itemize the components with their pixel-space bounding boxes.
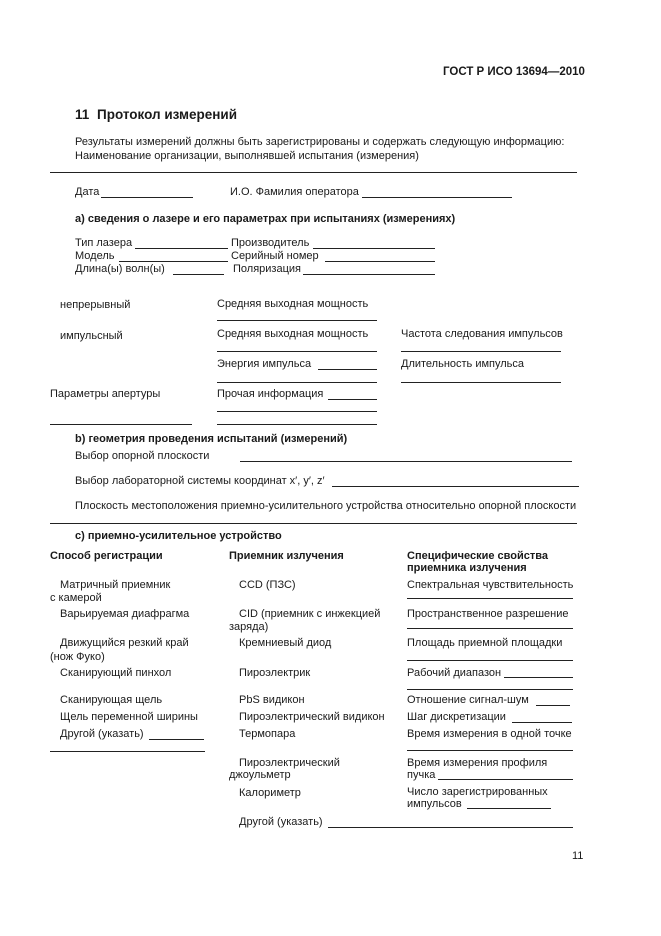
- avg-power-2-label: Средняя выходная мощность: [217, 328, 369, 340]
- serial-label: Серийный номер: [231, 250, 319, 262]
- detector-pyro-joule: Пироэлектрический: [239, 757, 340, 769]
- section-number: 11: [75, 107, 90, 122]
- prop-area: Площадь приемной площадки: [407, 637, 563, 649]
- method-pinhole: Сканирующий пинхол: [60, 667, 172, 679]
- prop-pulses-2: импульсов: [407, 798, 462, 810]
- polarization-line[interactable]: [303, 274, 435, 275]
- pulse-duration-line[interactable]: [401, 382, 561, 383]
- model-line[interactable]: [119, 261, 228, 262]
- method-knife-edge-2: (нож Фуко): [50, 651, 105, 663]
- ref-plane-line[interactable]: [240, 461, 572, 462]
- operator-label: И.О. Фамилия оператора: [230, 186, 359, 198]
- serial-line[interactable]: [325, 261, 435, 262]
- prop-snr-line[interactable]: [536, 705, 570, 706]
- rep-rate-label: Частота следования импульсов: [401, 328, 563, 340]
- detector-cid-2: заряда): [229, 621, 269, 633]
- pulse-energy-line-2[interactable]: [217, 382, 377, 383]
- prop-spatial: Пространственное разрешение: [407, 608, 569, 620]
- prop-measurement-time-line[interactable]: [407, 750, 573, 751]
- pulsed-label: импульсный: [60, 330, 123, 342]
- detector-other: Другой (указать): [239, 816, 323, 828]
- manufacturer-label: Производитель: [231, 237, 310, 249]
- prop-range: Рабочий диапазон: [407, 667, 502, 679]
- pulse-duration-label: Длительность импульса: [401, 358, 525, 370]
- method-other: Другой (указать): [60, 728, 144, 740]
- date-label: Дата: [75, 186, 100, 198]
- method-variable-slit: Щель переменной ширины: [60, 711, 198, 723]
- part-c-title: с) приемно-усилительное устройство: [75, 530, 282, 542]
- other-info-label: Прочая информация: [217, 388, 324, 400]
- prop-range-line-2[interactable]: [407, 689, 573, 690]
- method-knife-edge: Движущийся резкий край: [60, 637, 189, 649]
- detector-pyro-joule-2: джоульметр: [229, 769, 291, 781]
- col-method-header: Способ регистрации: [50, 550, 163, 562]
- pulse-energy-label: Энергия импульса: [217, 358, 312, 370]
- detector-pyro-vidicon: Пироэлектрический видикон: [239, 711, 385, 723]
- pulse-energy-line-1[interactable]: [318, 369, 377, 370]
- ref-plane-label: Выбор опорной плоскости: [75, 450, 210, 462]
- avg-power-1-label: Средняя выходная мощность: [217, 298, 369, 310]
- other-info-line-3[interactable]: [217, 424, 377, 425]
- intro-line-2: Наименование организации, выполнявшей испытания (измерения): [75, 150, 419, 162]
- col-properties-header-2: приемника излучения: [407, 562, 527, 574]
- detector-cid: CID (приемник с инжекцией: [239, 608, 381, 620]
- detector-plane-label: Плоскость местоположения приемно-усилительного устройства относительно опорной плоскости: [75, 500, 577, 512]
- method-matrix-2: с камерой: [50, 592, 102, 604]
- aperture-line[interactable]: [50, 424, 192, 425]
- detector-ccd: CCD (ПЗС): [239, 579, 296, 591]
- date-field-line[interactable]: [101, 197, 193, 198]
- prop-sampling: Шаг дискретизации: [407, 711, 506, 723]
- organization-field-line[interactable]: [50, 172, 577, 173]
- detector-pyro: Пироэлектрик: [239, 667, 311, 679]
- model-label: Модель: [75, 250, 115, 262]
- coord-system-line[interactable]: [332, 486, 579, 487]
- laser-type-label: Тип лазера: [75, 237, 133, 249]
- intro-line-1: Результаты измерений должны быть зарегистрированы и содержать следующую информацию:: [75, 136, 565, 148]
- prop-pulses-line[interactable]: [467, 808, 551, 809]
- prop-spectral-line[interactable]: [407, 598, 573, 599]
- prop-profile-time-line[interactable]: [438, 779, 573, 780]
- other-info-line-2[interactable]: [217, 411, 377, 412]
- detector-pbs: PbS видикон: [239, 694, 305, 706]
- wavelength-line[interactable]: [173, 274, 224, 275]
- method-other-line-2[interactable]: [50, 751, 205, 752]
- coord-system-label: Выбор лабораторной системы координат x′, y′, z′: [75, 475, 325, 487]
- prop-area-line[interactable]: [407, 660, 573, 661]
- detector-plane-line[interactable]: [50, 523, 577, 524]
- prop-spatial-line[interactable]: [407, 628, 573, 629]
- avg-power-1-line[interactable]: [217, 320, 377, 321]
- aperture-label: Параметры апертуры: [50, 388, 161, 400]
- prop-profile-time: Время измерения профиля: [407, 757, 548, 769]
- prop-range-line-1[interactable]: [504, 677, 573, 678]
- section-title: Протокол измерений: [97, 107, 238, 122]
- detector-other-line[interactable]: [328, 827, 573, 828]
- method-slit: Сканирующая щель: [60, 694, 163, 706]
- detector-thermopile: Термопара: [239, 728, 296, 740]
- prop-profile-time-2: пучка: [407, 769, 436, 781]
- prop-pulses: Число зарегистрированных: [407, 786, 548, 798]
- prop-snr: Отношение сигнал-шум: [407, 694, 529, 706]
- prop-measurement-time: Время измерения в одной точке: [407, 728, 572, 740]
- col-detector-header: Приемник излучения: [229, 550, 344, 562]
- wavelength-label: Длина(ы) волн(ы): [75, 263, 165, 275]
- part-b-title: b) геометрия проведения испытаний (измерений): [75, 433, 348, 445]
- other-info-line-1[interactable]: [328, 399, 377, 400]
- detector-calorimeter: Калориметр: [239, 787, 301, 799]
- page-number: 11: [572, 850, 584, 862]
- continuous-label: непрерывный: [60, 299, 131, 311]
- part-a-title: а) сведения о лазере и его параметрах при испытаниях (измерениях): [75, 213, 456, 225]
- prop-spectral: Спектральная чувствительность: [407, 579, 574, 591]
- manufacturer-line[interactable]: [313, 248, 435, 249]
- standard-header: ГОСТ Р ИСО 13694—2010: [443, 66, 585, 78]
- col-properties-header-1: Специфические свойства: [407, 550, 548, 562]
- method-iris: Варьируемая диафрагма: [60, 608, 190, 620]
- laser-type-line[interactable]: [135, 248, 228, 249]
- method-matrix: Матричный приемник: [60, 579, 171, 591]
- avg-power-2-line[interactable]: [217, 351, 377, 352]
- detector-si-diode: Кремниевый диод: [239, 637, 332, 649]
- rep-rate-line[interactable]: [401, 351, 561, 352]
- polarization-label: Поляризация: [233, 263, 301, 275]
- prop-sampling-line[interactable]: [512, 722, 572, 723]
- operator-field-line[interactable]: [362, 197, 512, 198]
- method-other-line-1[interactable]: [149, 739, 204, 740]
